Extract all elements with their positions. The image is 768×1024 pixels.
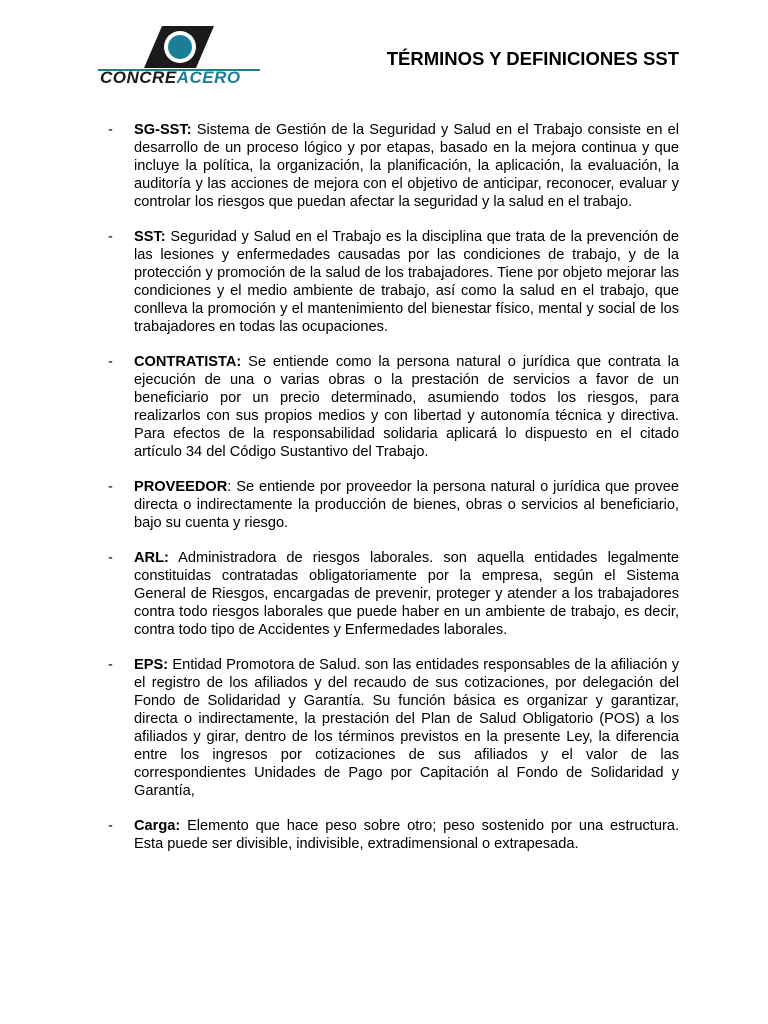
definition-text: Administradora de riesgos laborales. son aquella entidades legalmente constituidas contratadas obligatoriamente por la empresa, según el Sistema General de Riesgos, encargadas de prevenir, proteger y atender a los trabajadores contra todo riesgos laborales que puede haber en un ambiente de trabajo, es decir, contra todo tipo de Accidentes y Enfermedades laborales. xyxy=(134,550,679,638)
logo-text-main: CONCRE xyxy=(100,68,177,87)
definition-item-arl xyxy=(108,549,679,639)
company-logo xyxy=(98,24,263,92)
list-bullet: - xyxy=(108,122,113,138)
definition-text: Elemento que hace peso sobre otro; peso sostenido por una estructura. Esta puede ser divisible, indivisible, extradimensional o extrapesada. xyxy=(134,818,679,852)
definition-item-proveedor xyxy=(108,478,679,532)
definition-item-eps xyxy=(108,656,679,800)
logo-wordmark xyxy=(100,68,241,88)
definition-term: SG-SST: xyxy=(134,122,192,138)
definition-text: Se entiende como la persona natural o jurídica que contrata la ejecución de una o varias obras o la prestación de servicios a favor de un beneficiario por un precio determinado, asumiendo todos los riesgos, para realizarlos con sus propios medios y con libertad y autonomía técnica y directiva. Para efectos de la responsabilidad solidaria aplicará lo dispuesto en el citado artículo 34 del Código Sustantivo del Trabajo. xyxy=(134,354,679,460)
definition-term: PROVEEDOR xyxy=(134,479,228,495)
list-bullet: - xyxy=(108,657,113,673)
definition-text: Entidad Promotora de Salud. son las entidades responsables de la afiliación y el registro de los afiliados y del recaudo de sus cotizaciones, por delegación del Fondo de Solidaridad y Garantía. Su función básica es organizar y garantizar, directa o indirectamente, la prestación del Plan de Salud Obligatorio (POS) a los afiliados y girar, dentro de los términos previstos en la presente Ley, la diferencia entre los ingresos por cotizaciones de sus afiliados y el valor de las correspondientes Unidades de Pago por Capitación al Fondo de Solidaridad y Garantía, xyxy=(134,657,679,799)
definition-term: CONTRATISTA: xyxy=(134,354,242,370)
definition-item-contratista xyxy=(108,353,679,461)
logo-text-accent: ACERO xyxy=(176,68,241,87)
definition-item-carga xyxy=(108,817,679,853)
definition-term: SST: xyxy=(134,229,166,245)
definition-term: ARL: xyxy=(134,550,169,566)
definition-text: Sistema de Gestión de la Seguridad y Salud en el Trabajo consiste en el desarrollo de un proceso lógico y por etapas, basado en la mejora continua y que incluye la política, la organización, la planificación, la aplicación, la evaluación, la auditoría y las acciones de mejora con el objetivo de anticipar, reconocer, evaluar y controlar los riesgos que puedan afectar la seguridad y la salud en el trabajo. xyxy=(134,122,679,210)
definition-item-sst xyxy=(108,228,679,336)
list-bullet: - xyxy=(108,354,113,370)
list-bullet: - xyxy=(108,818,113,834)
definition-term: Carga: xyxy=(134,818,181,834)
definition-text: : Se entiende por proveedor la persona natural o jurídica que provee directa o indirectamente la producción de bienes, obras o servicios al beneficiario, bajo su cuenta y riesgo. xyxy=(134,479,679,531)
page-title: TÉRMINOS Y DEFINICIONES SST xyxy=(386,48,679,69)
definition-term: EPS: xyxy=(134,657,169,673)
list-bullet: - xyxy=(108,550,113,566)
list-bullet: - xyxy=(108,229,113,245)
definitions-list xyxy=(108,121,679,870)
list-bullet: - xyxy=(108,479,113,495)
definition-item-sg-sst xyxy=(108,121,679,211)
definition-text: Seguridad y Salud en el Trabajo es la disciplina que trata de la prevención de las lesiones y enfermedades causadas por las condiciones de trabajo, y de la protección y promoción de la salud de los trabajadores. Tiene por objeto mejorar las condiciones y el medio ambiente de trabajo, así como la salud en el trabajo, que conlleva la promoción y el mantenimiento del bienestar físico, mental y social de los trabajadores en todas las ocupaciones. xyxy=(134,229,679,335)
